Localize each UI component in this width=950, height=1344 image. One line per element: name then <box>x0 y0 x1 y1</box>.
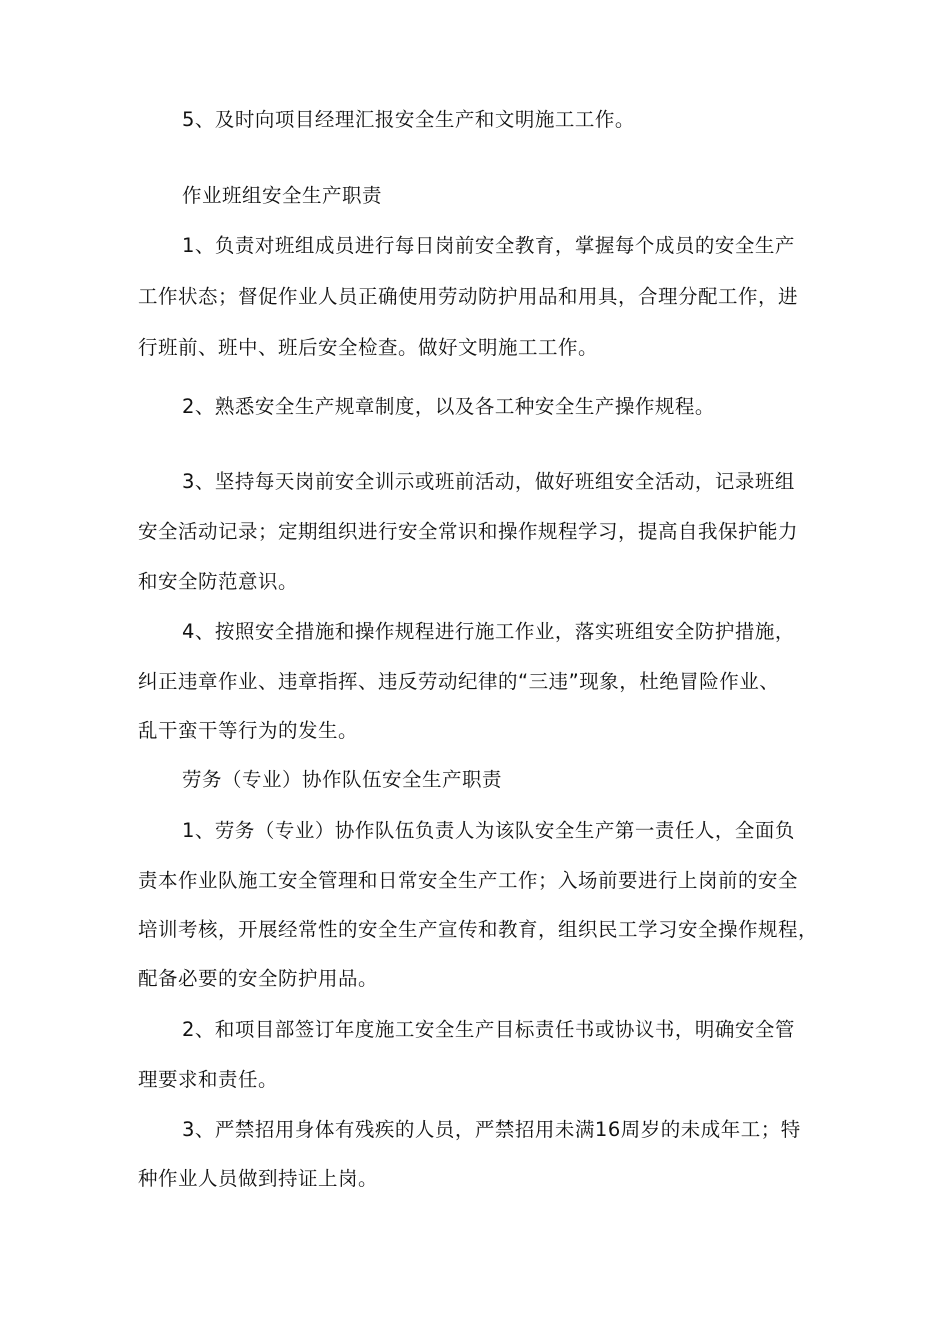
paragraph-labor-2-line-1: 2、和项目部签订年度施工安全生产目标责任书或协议书，明确安全管 <box>182 1018 795 1041</box>
section-heading-labor-duties: 劳务（专业）协作队伍安全生产职责 <box>182 768 503 791</box>
paragraph-labor-2-line-2: 理要求和责任。 <box>138 1068 279 1091</box>
paragraph-team-3-line-1: 3、坚持每天岗前安全训示或班前活动，做好班组安全活动，记录班组 <box>182 470 795 493</box>
paragraph-labor-1-line-4: 配备必要的安全防护用品。 <box>138 967 379 990</box>
paragraph-team-4-line-1: 4、按照安全措施和操作规程进行施工作业，落实班组安全防护措施， <box>182 620 795 643</box>
paragraph-team-3-line-2: 安全活动记录；定期组织进行安全常识和操作规程学习，提高自我保护能力 <box>138 520 799 543</box>
paragraph-item-5-line-1: 5、及时向项目经理汇报安全生产和文明施工工作。 <box>182 108 635 131</box>
paragraph-labor-1-line-3: 培训考核，开展经常性的安全生产宣传和教育，组织民工学习安全操作规程， <box>138 918 819 941</box>
paragraph-team-1-line-2: 工作状态；督促作业人员正确使用劳动防护用品和用具，合理分配工作，进 <box>138 285 799 308</box>
paragraph-team-1-line-3: 行班前、班中、班后安全检查。做好文明施工工作。 <box>138 336 599 359</box>
paragraph-team-2-line-1: 2、熟悉安全生产规章制度，以及各工种安全生产操作规程。 <box>182 395 715 418</box>
paragraph-labor-1-line-2: 责本作业队施工安全管理和日常安全生产工作；入场前要进行上岗前的安全 <box>138 869 799 892</box>
section-heading-team-duties: 作业班组安全生产职责 <box>182 184 383 207</box>
paragraph-labor-3-line-2: 种作业人员做到持证上岗。 <box>138 1167 379 1190</box>
paragraph-labor-3-line-1: 3、严禁招用身体有残疾的人员，严禁招用未满16周岁的未成年工；特 <box>182 1118 801 1141</box>
paragraph-team-4-line-3: 乱干蛮干等行为的发生。 <box>138 719 359 742</box>
paragraph-labor-1-line-1: 1、劳务（专业）协作队伍负责人为该队安全生产第一责任人，全面负 <box>182 819 795 842</box>
paragraph-team-4-line-2: 纠正违章作业、违章指挥、违反劳动纪律的“三违”现象，杜绝冒险作业、 <box>138 670 780 693</box>
paragraph-team-3-line-3: 和安全防范意识。 <box>138 570 299 593</box>
paragraph-team-1-line-1: 1、负责对班组成员进行每日岗前安全教育，掌握每个成员的安全生产 <box>182 234 795 257</box>
